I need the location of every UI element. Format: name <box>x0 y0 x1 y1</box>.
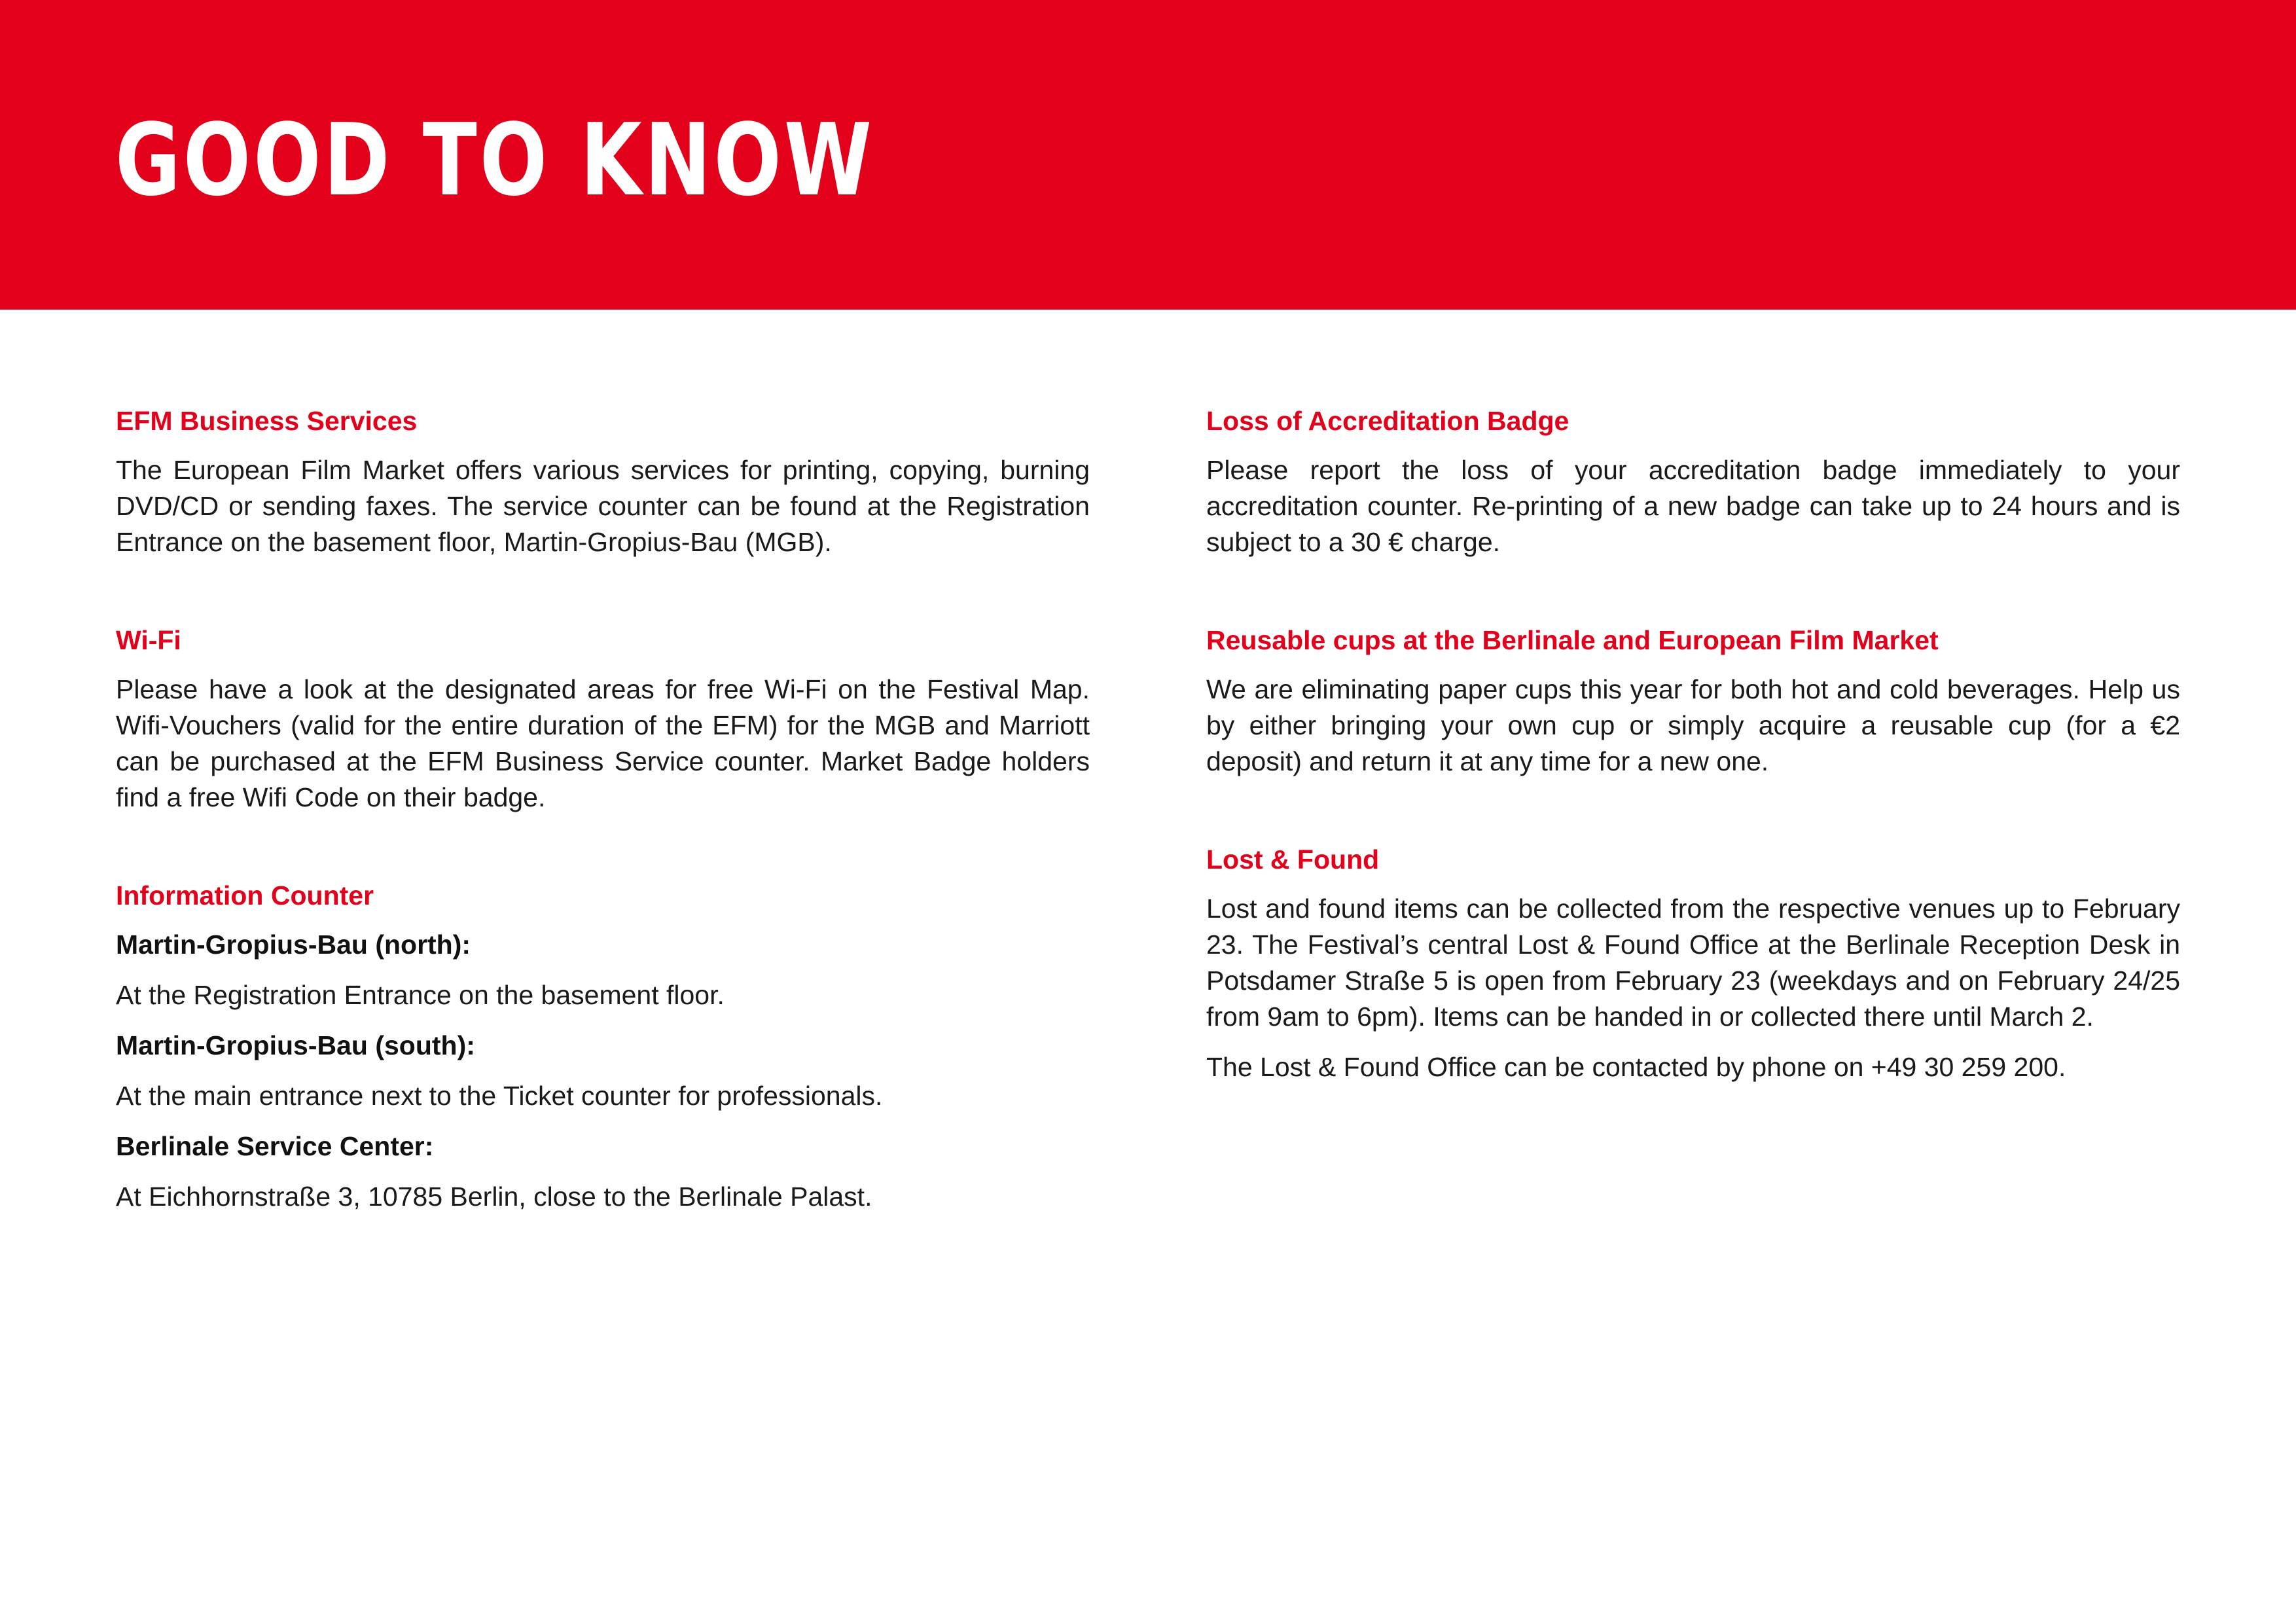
section-body: Please have a look at the designated areas for free Wi-Fi on the Festival Map. Wifi-Vouchers (valid for the entire duration of the EFM) for the MGB and Marriott can be purchased at the EFM Business Service counter. Market Badge holders find a free Wifi Code on their badge. <box>116 674 1090 812</box>
page-title: GOOD TO KNOW <box>115 102 874 218</box>
section-heading: Information Counter <box>116 880 374 911</box>
section-heading: Loss of Accreditation Badge <box>1206 406 1570 436</box>
location-name: Martin-Gropius-Bau (south): <box>116 1030 475 1060</box>
section-heading: EFM Business Services <box>116 406 418 436</box>
location-text: At Eichhornstraße 3, 10785 Berlin, close to the Berlinale Palast. <box>116 1182 872 1212</box>
section-information-counter <box>116 877 1090 1215</box>
section-heading: Lost & Found <box>1206 844 1380 875</box>
section-body: Please report the loss of your accreditation badge immediately to your accreditation counter. Re-printing of a new badge can take up to 24 hours and is subject to a 30 € charge. <box>1206 455 2180 557</box>
right-column <box>1206 403 2180 1147</box>
section-body: Lost and found items can be collected from the respective venues up to February 23. The Festival’s central Lost & Found Office at the Berlinale Reception Desk in Potsdamer Straße 5 is open from February 23 (weekdays and on February 24/25 from 9am to 6pm). Items can be handed in or collected there until March 2. <box>1206 893 2180 1032</box>
section-heading: Reusable cups at the Berlinale and European Film Market <box>1206 625 1939 655</box>
section-body: We are eliminating paper cups this year for both hot and cold beverages. Help us by either bringing your own cup or simply acquire a reusable cup (for a €2 deposit) and return it at any time for a new one. <box>1206 674 2180 776</box>
left-column <box>116 403 1090 1276</box>
lost-and-found-contact: The Lost & Found Office can be contacted by phone on +49 30 259 200. <box>1206 1052 2066 1082</box>
location-text: At the Registration Entrance on the basement floor. <box>116 980 725 1010</box>
location-text: At the main entrance next to the Ticket counter for professionals. <box>116 1081 883 1111</box>
section-lost-and-found <box>1206 841 2180 1085</box>
location-name: Martin-Gropius-Bau (north): <box>116 929 471 960</box>
section-wifi <box>116 622 1090 816</box>
section-body: The European Film Market offers various services for printing, copying, burning DVD/CD or sending faxes. The service counter can be found at the Registration Entrance on the basement floor, Martin-Gropius-Bau (MGB). <box>116 455 1090 557</box>
section-loss-of-badge <box>1206 403 2180 560</box>
location-name: Berlinale Service Center: <box>116 1131 434 1161</box>
section-heading: Wi-Fi <box>116 625 181 655</box>
title-banner <box>0 0 2296 310</box>
section-efm-business-services <box>116 403 1090 560</box>
section-reusable-cups <box>1206 622 2180 780</box>
